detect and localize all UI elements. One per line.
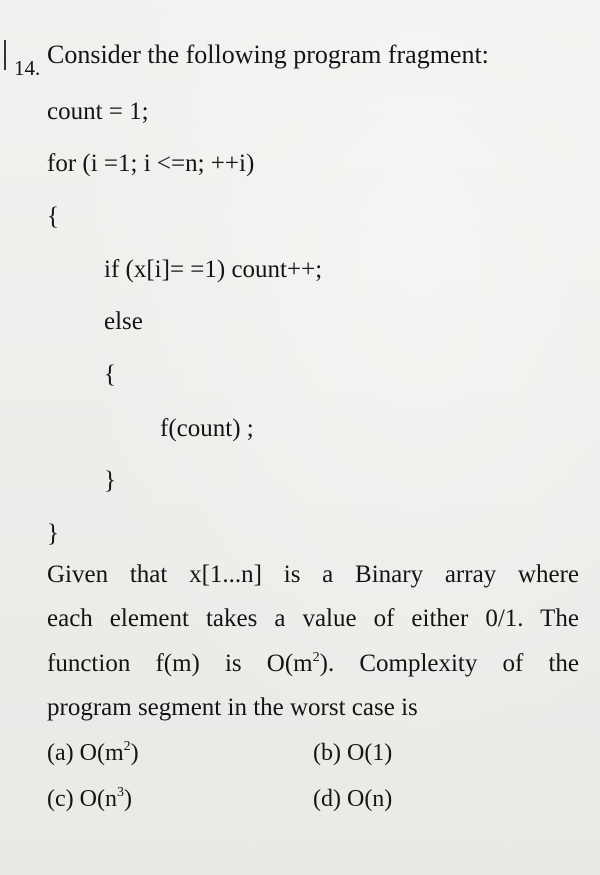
description-line-1: Given that x[1...n] is a Binary array where [47,561,579,588]
description-superscript: 2 [312,650,320,665]
code-line-2: for (i =1; i <=n; ++i) [47,150,255,177]
code-line-1: count = 1; [47,98,149,125]
option-c [47,786,132,813]
description-line-3-end: ). Complexity of the [319,650,580,677]
option-a-label: (a) O(m [47,740,124,766]
margin-rule [4,40,6,70]
code-line-3: { [47,203,59,230]
option-c-superscript: 3 [116,785,124,800]
option-d: (d) O(n) [313,786,393,812]
code-line-7: f(count) ; [160,415,254,442]
code-line-8: } [104,467,116,494]
option-a [47,740,139,767]
description-line-2: each element takes a value of either 0/1. The [47,605,579,632]
code-line-5: else [104,308,143,335]
question-number: 14. [14,56,41,80]
option-a-superscript: 2 [123,739,131,754]
description-line-3-start: function f(m) is O(m [47,650,313,677]
option-a-close: ) [130,740,139,766]
code-line-4: if (x[i]= =1) count++; [104,256,323,283]
code-line-9: } [47,520,59,547]
description-line-3 [47,650,579,678]
question-title: Consider the following program fragment: [47,40,489,69]
option-c-close: ) [123,786,132,812]
option-b: (b) O(1) [313,740,393,766]
option-c-label: (c) O(n [47,786,117,812]
description-line-4: program segment in the worst case is [47,694,418,721]
code-line-6: { [104,361,116,388]
